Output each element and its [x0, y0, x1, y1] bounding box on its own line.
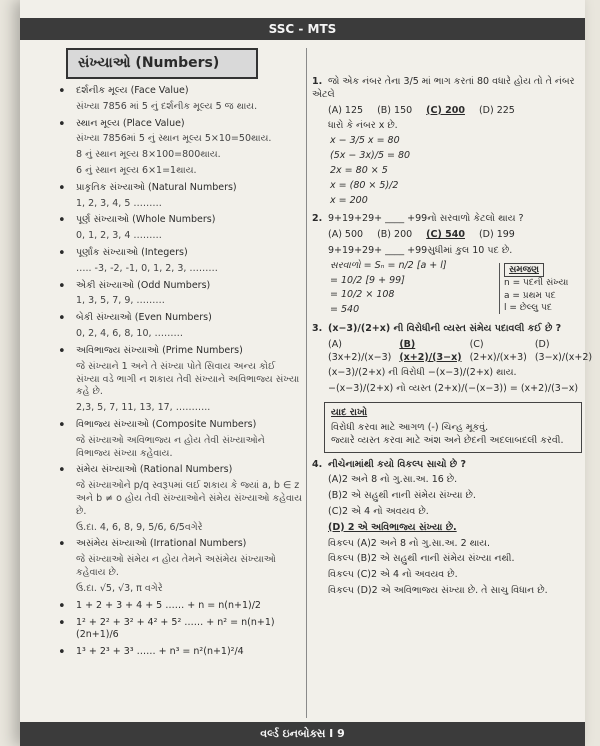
question-number: 1.	[312, 76, 323, 87]
concept-heading: • પૂર્ણાંક સંખ્યાઓ (Integers)	[52, 247, 302, 260]
options	[312, 105, 582, 118]
concept-detail: 2,3, 5, 7, 11, 13, 17, ………..	[76, 402, 211, 414]
solution-step: x = (80 × 5)/2	[330, 179, 399, 191]
concept-heading: • એકી સંખ્યાઓ (Odd Numbers)	[52, 280, 302, 293]
solution-line: (x−3)/(2+x) ની વિરોધી −(x−3)/(2+x) થાય.	[328, 367, 517, 379]
option-c-answer: (C) 540	[426, 229, 465, 241]
concept-heading: • પ્રાકૃતિક સંખ્યાઓ (Natural Numbers)	[52, 182, 302, 195]
option-b: (B) 200	[377, 229, 413, 241]
solution-step: x − 3/5 x = 80	[330, 135, 400, 147]
question-2	[312, 213, 582, 317]
samaj-line: n = પદની સંખ્યા	[504, 278, 569, 289]
option-a: (A) 125	[328, 104, 364, 116]
question-text: 9+19+29+ ____ +99નો સરવાળો કેટલો થાય ?	[328, 213, 524, 225]
concept-heading: • બેકી સંખ્યાઓ (Even Numbers)	[52, 312, 302, 325]
concept-heading: • પૂર્ણ સંખ્યાઓ (Whole Numbers)	[52, 214, 302, 227]
book-page	[20, 0, 593, 746]
samaj-box	[499, 263, 582, 314]
question-1	[312, 76, 582, 207]
topic-title: સંખ્યાઓ (Numbers)	[66, 48, 258, 79]
concept-detail: જે સંખ્યાઓને p/q સ્વરૂપમાં લઈ શકાય કે જ્યાં a, b ∈ z અને b ≠ o હોય તેવી સંખ્યાઓને સંમેય સંખ્યાઓ કહેવાય છે.	[76, 480, 302, 517]
option-c: (C)2 એ 4 નો અવયવ છે.	[328, 505, 429, 517]
right-column	[312, 70, 593, 598]
question-number: 2.	[312, 213, 323, 225]
concept-heading: • 1³ + 2³ + 3³ …… + n³ = n²(n+1)²/4	[52, 646, 302, 659]
question-text: જો એક નંબર તેના 3/5 માં ભાગ કરતાં 80 વધારે હોય તો તે નંબર એટલે	[312, 76, 575, 100]
option-d: (D) 225	[478, 104, 515, 116]
options	[312, 338, 593, 365]
question-text: (x−3)/(2+x) ની વિરોધીની વ્યસ્ત સંમેય પદાવલી કઈ છે ?	[328, 323, 562, 334]
question-number: 3.	[312, 323, 323, 334]
concept-detail: 1, 2, 3, 4, 5 ………	[76, 197, 162, 209]
solution-step: = 10/2 × 108	[330, 289, 395, 301]
option-d-answer: (D) 2 એ અવિભાજ્ય સંખ્યા છે.	[328, 521, 457, 533]
solution-step: = 540	[330, 304, 360, 316]
option-a: (A) 500	[328, 229, 364, 241]
concept-heading: • વિભાજ્ય સંખ્યાઓ (Composite Numbers)	[52, 419, 302, 432]
remember-title: યાદ રાખો	[331, 407, 368, 419]
concept-heading: • 1 + 2 + 3 + 4 + 5 …… + n = n(n+1)/2	[52, 600, 302, 613]
concept-detail: જે સંખ્યાઓ સંમેય ન હોય તેમને અસંમેય સંખ્યાઓ કહેવાય છે.	[76, 554, 276, 579]
concept-detail: સંખ્યા 7856માં 5 નું સ્થાન મૂલ્ય 5×10=50થાય.	[76, 133, 272, 145]
question-4	[312, 459, 582, 598]
solution-step: 2x = 80 × 5	[330, 164, 388, 176]
remember-line: વિરોધી કરવા માટે આગળ (-) ચિન્હ મૂકવું.	[331, 421, 489, 433]
concept-heading: • દર્શનીક મૂલ્ય (Face Value)	[52, 85, 302, 98]
option-b-answer: (B) (x+2)/(3−x)	[399, 338, 462, 363]
concept-detail: ….. -3, -2, -1, 0, 1, 2, 3, ………	[76, 262, 218, 274]
concept-detail: 8 નું સ્થાન મૂલ્ય 8×100=800થાય.	[76, 149, 221, 161]
solution-step: = 10/2 [9 + 99]	[330, 274, 405, 286]
concept-list	[52, 85, 302, 659]
page-footer: વર્લ્ડ ઇનબોક્સ I 9	[20, 722, 585, 746]
samaj-title: સમજણ	[504, 263, 544, 277]
concept-detail: ઉ.દા. 4, 6, 8, 9, 5/6, 6/5વગેરે	[76, 521, 203, 533]
concept-detail: જે સંખ્યાને 1 અને તે સંખ્યા પોતે સિવાય અન્ય કોઈ સંખ્યા વડે ભાગી ન શકાય તેવી સંખ્યાને અવિભાજ્ય સંખ્યા કહે છે.	[76, 360, 300, 398]
concept-heading: • 1² + 2² + 3² + 4² + 5² …… + n² = n(n+1)(2n+1)/6	[52, 617, 302, 643]
concept-detail: 1, 3, 5, 7, 9, ………	[76, 295, 165, 307]
explanation-line: વિકલ્પ (D)2 એ અવિભાજ્ય સંખ્યા છે. તે સાચુ વિધાન છે.	[328, 585, 548, 596]
options	[312, 229, 582, 242]
column-divider	[306, 48, 307, 718]
option-d: (D) 199	[478, 229, 515, 241]
concept-detail: ઉ.દા. √5, √3, π વગેરે	[76, 582, 163, 594]
solution-step: સરવાળો = Sₙ = n/2 [a + l]	[330, 259, 447, 271]
explanation-line: વિકલ્પ (C)2 એ 4 નો અવયવ છે.	[328, 569, 458, 581]
solution-line: −(x−3)/(2+x) નો વ્યસ્ત (2+x)/(−(x−3)) = (x+2)/(3−x)	[328, 383, 579, 395]
solution-step: x = 200	[330, 194, 368, 206]
question-text: નીચેનામાંથી કયો વિકલ્પ સાચો છે ?	[328, 458, 466, 470]
solution-step: (5x − 3x)/5 = 80	[330, 150, 411, 162]
question-3	[312, 323, 593, 453]
concept-detail: 0, 1, 2, 3, 4 ………	[76, 230, 162, 242]
concept-detail: સંખ્યા 7856 માં 5 નું દર્શનીક મૂલ્ય 5 જ થાય.	[76, 100, 258, 112]
solution-line: 9+19+29+ ____ +99સુધીમાં કુલ 10 પદ છે.	[328, 244, 513, 256]
samaj-line: a = પ્રથમ પદ	[504, 290, 556, 301]
option-c-answer: (C) 200	[426, 104, 465, 116]
option-b: (B)2 એ સહુથી નાની સંમેય સંખ્યા છે.	[328, 490, 476, 502]
option-c: (C) (2+x)/(x+3)	[469, 338, 527, 363]
concept-heading: • સ્થાન મૂલ્ય (Place Value)	[52, 118, 302, 131]
question-number: 4.	[312, 458, 323, 470]
concept-detail: 0, 2, 4, 6, 8, 10, ………	[76, 328, 184, 340]
solution-intro: ધારો કે નંબર x છે.	[328, 120, 398, 132]
explanation-line: વિકલ્પ (B)2 એ સહુથી નાની સંમેય સંખ્યા નથી.	[328, 553, 515, 565]
concept-detail: 6 નું સ્થાન મૂલ્ય 6×1=1થાય.	[76, 164, 197, 176]
concept-heading: • અવિભાજ્ય સંખ્યાઓ (Prime Numbers)	[52, 345, 302, 358]
option-d: (D) (3−x)/(x+2)	[534, 338, 593, 363]
option-a: (A) (3x+2)/(x−3)	[328, 338, 392, 363]
left-column	[52, 48, 302, 659]
explanation-line: વિકલ્પ (A)2 અને 8 નો ગુ.સા.અ. 2 થાય.	[328, 537, 491, 549]
page-header: SSC - MTS	[20, 18, 585, 40]
remember-box	[324, 402, 582, 452]
remember-line: જ્યારે વ્યસ્ત કરવા માટે અંશ અને છેદની અદલાબદલી કરવી.	[331, 434, 564, 446]
concept-heading: • અસંમેય સંખ્યાઓ (Irrational Numbers)	[52, 538, 302, 551]
concept-detail: જે સંખ્યાઓ અવિભાજ્ય ન હોય તેવી સંખ્યાઓને વિભાજ્ય સંખ્યા કહેવાય.	[76, 434, 265, 459]
concept-heading: • સંમેય સંખ્યાઓ (Rational Numbers)	[52, 464, 302, 477]
samaj-line: l = છેલ્લુ પદ	[504, 302, 552, 313]
option-a: (A)2 અને 8 નો ગુ.સા.અ. 16 છે.	[328, 474, 458, 486]
option-b: (B) 150	[377, 104, 413, 116]
